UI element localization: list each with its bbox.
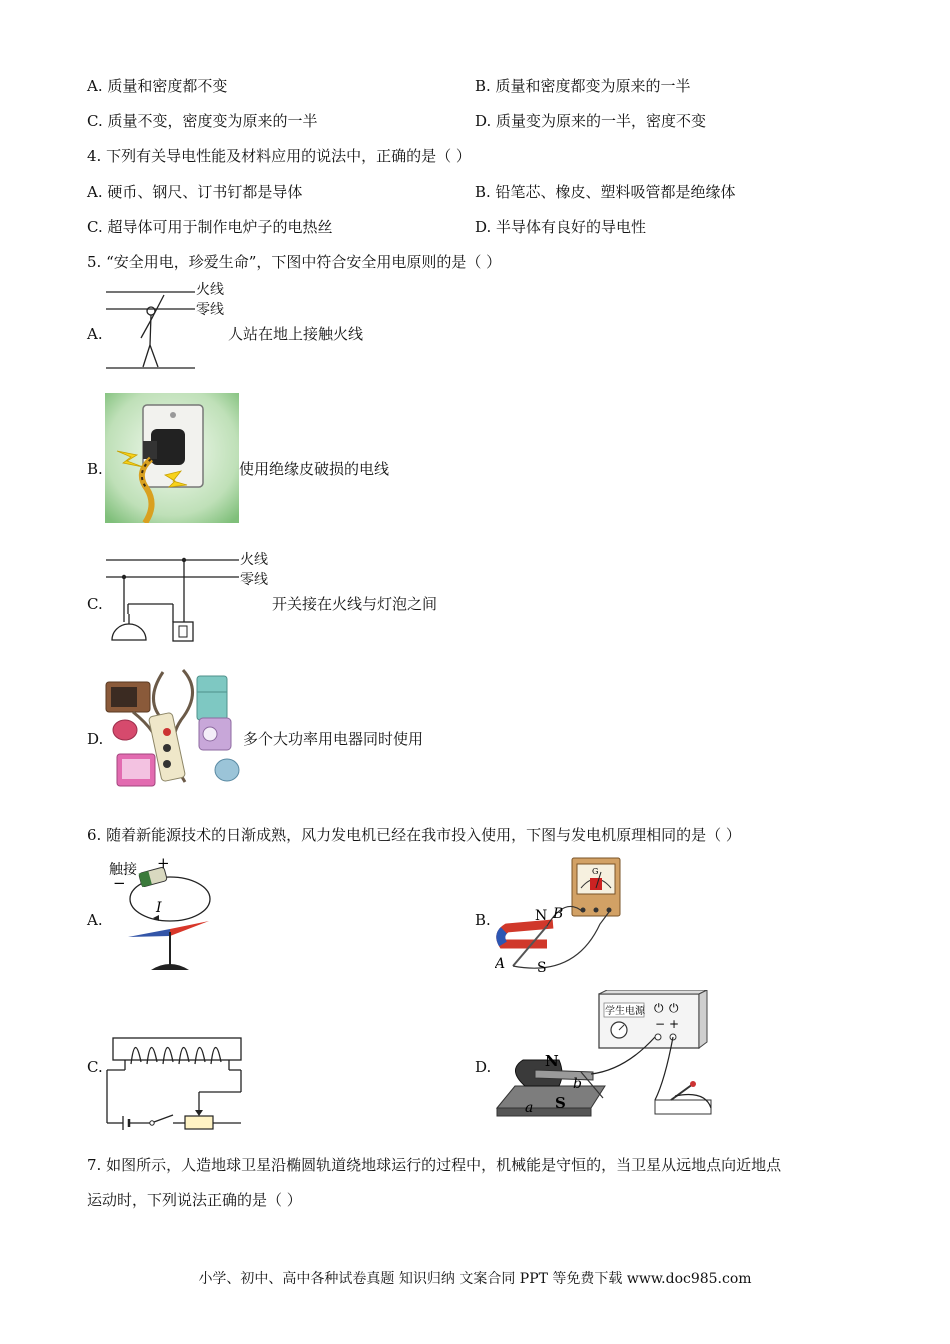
q5-option-b-letter: B. xyxy=(87,460,103,478)
q5-b-damaged-cord-image xyxy=(105,393,239,523)
q6-stem: 6. 随着新能源技术的日渐成熟，风力发电机已经在我市投入使用，下图与发电机原理相同的是（ ） xyxy=(87,826,741,844)
q6-d-power-off-icon: ⏻ xyxy=(669,1001,679,1015)
q6-d-b-label: b xyxy=(573,1076,582,1092)
q6-b-s-label: S xyxy=(537,960,547,976)
q6-a-plus-label: + xyxy=(157,854,170,872)
q4-option-b: B. 铅笔芯、橡皮、塑料吸管都是绝缘体 xyxy=(475,183,736,201)
q6-b-electromagnetic-induction-figure xyxy=(495,856,635,976)
q6-d-motor-principle-figure xyxy=(495,990,717,1130)
q4-option-d: D. 半导体有良好的导电性 xyxy=(475,218,647,236)
q5-option-d-letter: D. xyxy=(87,730,104,748)
q5-option-a-desc: 人站在地上接触火线 xyxy=(228,325,364,343)
page-footer: 小学、初中、高中各种试卷真题 知识归纳 文案合同 PPT 等免费下载 www.doc985.com xyxy=(198,1271,752,1287)
q5-d-overloaded-socket-image xyxy=(103,662,243,794)
q6-b-a-label: A xyxy=(495,956,506,972)
q6-d-minus-terminal-icon: − xyxy=(655,1017,666,1031)
q6-a-oersted-figure xyxy=(103,852,218,976)
q5-c-circuit-figure xyxy=(103,552,243,644)
q6-c-solenoid-circuit xyxy=(103,1032,248,1134)
q6-b-n-label: N xyxy=(535,908,548,924)
q6-a-touch-label: 触接 xyxy=(109,862,137,878)
q5-option-b-desc: 使用绝缘皮破损的电线 xyxy=(239,460,390,478)
q5-c-live-wire-label: 火线 xyxy=(240,552,268,568)
q6-d-a-label: a xyxy=(525,1100,534,1116)
q6-b-meter-label: G xyxy=(592,867,599,876)
q4-stem: 4. 下列有关导电性能及材料应用的说法中，正确的是（ ） xyxy=(87,147,471,165)
q6-a-current-label: I xyxy=(156,900,162,916)
q3-option-c: C. 质量不变，密度变为原来的一半 xyxy=(87,112,318,130)
q7-stem-line-1: 7. 如图所示，人造地球卫星沿椭圆轨道绕地球运行的过程中，机械能是守恒的，当卫星从远地点向近地点 xyxy=(87,1156,782,1174)
q5-c-neutral-wire-label: 零线 xyxy=(240,572,268,588)
q4-option-a: A. 硬币、钢尺、订书钉都是导体 xyxy=(87,183,303,201)
q6-option-a-letter: A. xyxy=(87,911,103,929)
q7-stem-line-2: 运动时，下列说法正确的是（ ） xyxy=(87,1191,302,1209)
q5-option-c-letter: C. xyxy=(87,595,103,613)
q4-option-c: C. 超导体可用于制作电炉子的电热丝 xyxy=(87,218,333,236)
q3-option-b: B. 质量和密度都变为原来的一半 xyxy=(475,77,691,95)
q5-option-a-letter: A. xyxy=(87,325,103,343)
q6-d-n-label: N xyxy=(545,1052,559,1070)
q5-option-d-desc: 多个大功率用电器同时使用 xyxy=(243,730,424,748)
q6-d-plus-terminal-icon: + xyxy=(669,1017,680,1031)
q6-d-s-label: S xyxy=(555,1094,566,1112)
q6-option-b-letter: B. xyxy=(475,911,491,929)
q6-option-c-letter: C. xyxy=(87,1058,103,1076)
q6-b-b-label: B xyxy=(553,906,564,922)
q6-d-power-on-icon: ⏻ xyxy=(654,1001,664,1015)
q6-option-d-letter: D. xyxy=(475,1058,492,1076)
q6-d-power-label: 学生电源 xyxy=(605,1006,645,1017)
q5-a-live-wire-label: 火线 xyxy=(196,282,224,298)
q5-stem: 5. “安全用电，珍爱生命”，下图中符合安全用电原则的是（ ） xyxy=(87,253,502,271)
q6-a-minus-label: − xyxy=(113,874,126,892)
q5-option-c-desc: 开关接在火线与灯泡之间 xyxy=(272,595,438,613)
q3-option-a: A. 质量和密度都不变 xyxy=(87,77,228,95)
q3-option-d: D. 质量变为原来的一半，密度不变 xyxy=(475,112,707,130)
q5-a-neutral-wire-label: 零线 xyxy=(196,302,224,318)
